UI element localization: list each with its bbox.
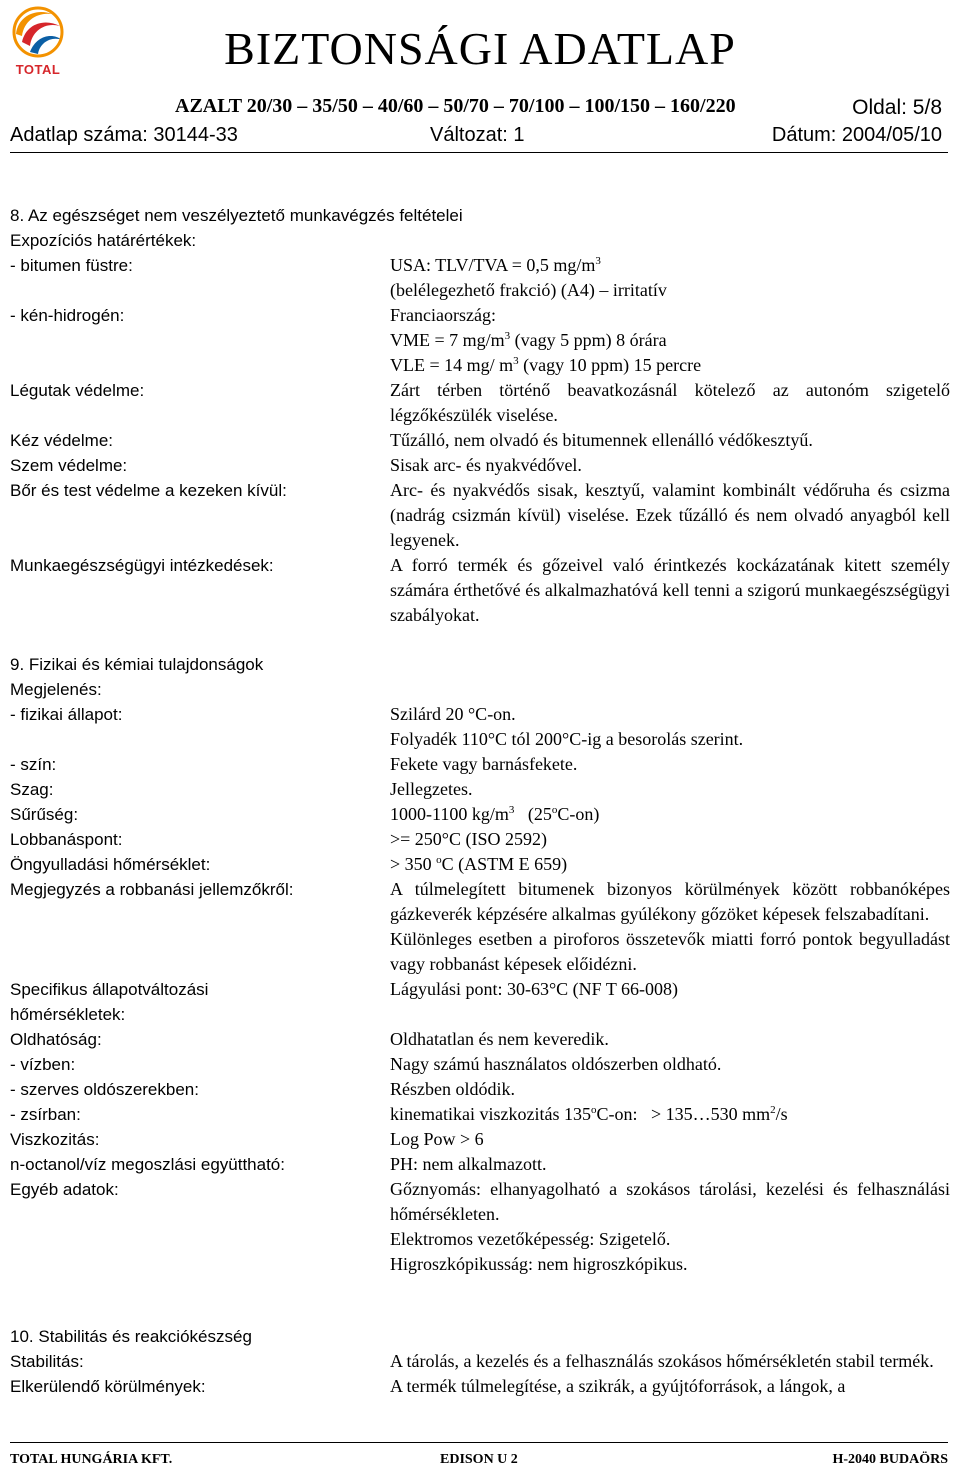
bitumen-value [390, 253, 950, 303]
occupational-label: Munkaegészségügyi intézkedések: [10, 556, 274, 575]
respiratory-label: Légutak védelme: [10, 381, 145, 400]
superscript: o [436, 854, 442, 866]
ignition-row [10, 852, 950, 877]
appearance-label: Megjelenés: [10, 680, 102, 699]
footer-city: H-2040 BUDAÖRS [832, 1452, 948, 1467]
color-row [10, 752, 950, 777]
h2s-value-1: Franciaország: [390, 305, 496, 325]
bitumen-row [10, 253, 950, 303]
ignition-value [390, 852, 950, 877]
date: Dátum: 2004/05/10 [771, 124, 942, 146]
fat-value-c: /s [775, 1104, 788, 1124]
density-row [10, 802, 950, 827]
ignition-label: Öngyulladási hőmérséklet: [10, 855, 211, 874]
state-label: - fizikai állapot: [10, 705, 123, 724]
ignition-value-b: C (ASTM E 659) [441, 854, 568, 874]
hand-value: Tűzálló, nem olvadó és bitumennek ellenálló védőkesztyű. [390, 430, 813, 450]
eye-row [10, 453, 950, 478]
density-value [390, 802, 950, 827]
density-value-c: C-on) [557, 804, 600, 824]
odor-label: Szag: [10, 780, 54, 799]
bitumen-value-1: USA: TLV/TVA = 0,5 mg/m [390, 255, 596, 275]
odor-value: Jellegzetes. [390, 779, 473, 799]
respiratory-value: Zárt térben történő beavatkozásnál kötelező az autonóm szigetelő légzőkészülék viselése. [390, 380, 950, 425]
hand-label: Kéz védelme: [10, 431, 113, 450]
solubility-value: Oldhatatlan és nem keveredik. [390, 1029, 609, 1049]
eye-label: Szem védelme: [10, 456, 128, 475]
other-value [390, 1177, 950, 1277]
section-8 [10, 203, 950, 628]
fat-label: - zsírban: [10, 1105, 81, 1124]
avoid-row [10, 1374, 950, 1399]
state-row [10, 702, 950, 752]
water-label: - vízben: [10, 1055, 76, 1074]
document-title: BIZTONSÁGI ADATLAP [224, 23, 736, 74]
color-value: Fekete vagy barnásfekete. [390, 754, 578, 774]
other-value-1: Gőznyomás: elhanyagolható a szokásos tárolási, kezelési és felhasználási hőmérsékleten. [390, 1179, 950, 1224]
flash-row [10, 827, 950, 852]
section-8-heading: 8. Az egészséget nem veszélyeztető munkavégzés feltételei [10, 206, 463, 225]
superscript: 3 [595, 255, 601, 267]
h2s-label: - kén-hidrogén: [10, 306, 125, 325]
octanol-label: n-octanol/víz megoszlási együttható: [10, 1155, 285, 1174]
state-value [390, 702, 950, 752]
bitumen-label: - bitumen füstre: [10, 256, 133, 275]
section-9-heading: 9. Fizikai és kémiai tulajdonságok [10, 655, 264, 674]
fat-value-a: kinematikai viszkozitás 135 [390, 1104, 591, 1124]
explosion-label: Megjegyzés a robbanási jellemzőkről: [10, 880, 294, 899]
density-value-a: 1000-1100 kg/m [390, 804, 509, 824]
explosion-value-2: Különleges esetben a piroforos összetevők miatti forró pontok begyulladást vagy robbanást képesek előidézni. [390, 929, 950, 974]
water-value: Nagy számú használatos oldószerben oldható. [390, 1054, 722, 1074]
occupational-row [10, 553, 950, 628]
h2s-value-2b: (vagy 5 ppm) 8 órára [510, 330, 667, 350]
other-value-3: Higroszkópikusság: nem higroszkópikus. [390, 1254, 688, 1274]
exposure-title: Expozíciós határértékek: [10, 231, 197, 250]
avoid-label: Elkerülendő körülmények: [10, 1377, 206, 1396]
skin-row [10, 478, 950, 553]
superscript: o [551, 804, 558, 816]
footer-company: TOTAL HUNGÁRIA KFT. [10, 1452, 173, 1467]
viscosity-value: Log Pow > 6 [390, 1129, 484, 1149]
h2s-value-2: VME = 7 mg/m [390, 330, 505, 350]
section-9 [10, 652, 950, 1277]
octanol-row [10, 1152, 950, 1177]
eye-value: Sisak arc- és nyakvédővel. [390, 455, 582, 475]
stability-label: Stabilitás: [10, 1352, 84, 1371]
water-row [10, 1052, 950, 1077]
skin-label: Bőr és test védelme a kezeken kívül: [10, 481, 287, 500]
phase-row [10, 977, 950, 1027]
superscript: 3 [504, 330, 511, 342]
avoid-value: A termék túlmelegítése, a szikrák, a gyújtóforrások, a lángok, a [390, 1376, 846, 1396]
flash-label: Lobbanáspont: [10, 830, 123, 849]
color-label: - szín: [10, 755, 57, 774]
density-value-b: (25 [514, 804, 552, 824]
header-divider [10, 152, 948, 153]
section-10-heading: 10. Stabilitás és reakciókészség [10, 1327, 252, 1346]
state-value-1: Szilárd 20 °C-on. [390, 704, 516, 724]
solubility-row [10, 1027, 950, 1052]
footer-divider [10, 1442, 948, 1443]
ignition-value-a: > 350 [390, 854, 437, 874]
state-value-2: Folyadék 110°C tól 200°C-ig a besorolás szerint. [390, 729, 744, 749]
h2s-value-3: VLE = 14 mg/ m [390, 355, 514, 375]
explosion-value-1: A túlmelegített bitumenek bizonyos körülmények között robbanóképes gázkeverék képzésére alkalmas gyúlékony gőzöket képesek felszabadítani. [390, 879, 950, 924]
density-label: Sűrűség: [10, 805, 79, 824]
logo-text: TOTAL [15, 62, 61, 77]
phase-value: Lágyulási pont: 30-63°C (NF T 66-008) [390, 979, 679, 999]
other-row [10, 1177, 950, 1277]
sheet-number: Adatlap száma: 30144-33 [10, 124, 238, 146]
odor-row [10, 777, 950, 802]
fat-value-b: C-on: > 135…530 mm [596, 1104, 771, 1124]
stability-row [10, 1349, 950, 1374]
organic-label: - szerves oldószerekben: [10, 1080, 199, 1099]
page-number: Oldal: 5/8 [852, 96, 942, 119]
hand-row [10, 428, 950, 453]
explosion-row [10, 877, 950, 977]
flash-value: >= 250°C (ISO 2592) [390, 829, 547, 849]
h2s-value-3b: (vagy 10 ppm) 15 percre [518, 355, 702, 375]
organic-row [10, 1077, 950, 1102]
other-value-2: Elektromos vezetőképesség: Szigetelő. [390, 1229, 671, 1249]
phase-label: Specifikus állapotváltozási hőmérsékletek: [10, 980, 209, 1024]
bitumen-value-2: (belélegezhető frakció) (A4) – irritatív [390, 280, 667, 300]
viscosity-row [10, 1127, 950, 1152]
fat-value [390, 1102, 950, 1127]
octanol-value: PH: nem alkalmazott. [390, 1154, 547, 1174]
h2s-value [390, 303, 950, 378]
h2s-row [10, 303, 950, 378]
viscosity-label: Viszkozitás: [10, 1130, 100, 1149]
section-10 [10, 1324, 950, 1399]
superscript: 3 [513, 355, 519, 367]
footer-street: EDISON U 2 [440, 1452, 518, 1467]
organic-value: Részben oldódik. [390, 1079, 515, 1099]
other-label: Egyéb adatok: [10, 1180, 119, 1199]
occupational-value: A forró termék és gőzeivel való érintkezés kockázatának kitett személy számára érthetővé és alkalmazhatóvá kell tenni a szigorú munkaegészségügyi szabályokat. [390, 555, 950, 625]
superscript: o [590, 1104, 597, 1116]
solubility-label: Oldhatóság: [10, 1030, 102, 1049]
explosion-value [390, 877, 950, 977]
version: Változat: 1 [430, 124, 525, 146]
product-list: AZALT 20/30 – 35/50 – 40/60 – 50/70 – 70/100 – 100/150 – 160/220 [175, 95, 736, 117]
fat-row [10, 1102, 950, 1127]
skin-value: Arc- és nyakvédős sisak, kesztyű, valamint kombinált védőruha és csizma (nadrág csizmán kívül) viselése. Ezek tűzálló és nem olvadó anyagból kell legyenek. [390, 480, 950, 550]
superscript: 3 [508, 804, 515, 816]
stability-value: A tárolás, a kezelés és a felhasználás szokásos hőmérsékletén stabil termék. [390, 1351, 934, 1371]
respiratory-row [10, 378, 950, 428]
superscript: 2 [770, 1104, 776, 1116]
